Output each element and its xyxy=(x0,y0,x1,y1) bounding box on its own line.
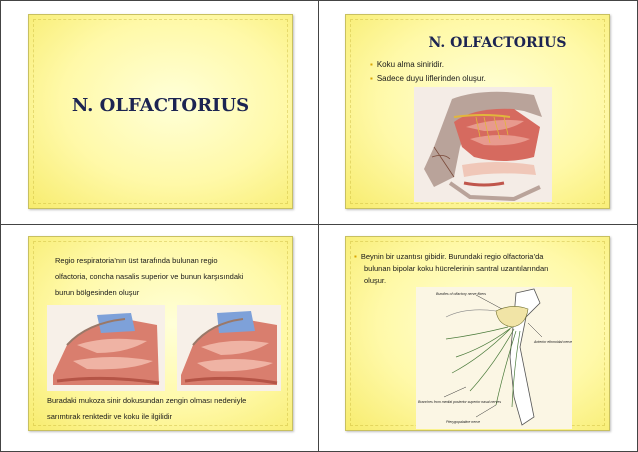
bullet-icon: ▪ xyxy=(370,74,373,83)
slide-3-line-4: Buradaki mukoza sinir dokusundan zengin olması nedeniyle xyxy=(47,396,247,405)
bullet-text: Koku alma siniridir. xyxy=(376,60,444,69)
nasal-cavity-illustration-right xyxy=(177,305,281,391)
slide-2-title: N. OLFACTORIUS xyxy=(428,35,567,51)
slide-4-bullet-line-1 xyxy=(354,251,604,263)
nasal-sagittal-illustration xyxy=(414,87,552,202)
slide-3 xyxy=(28,236,293,431)
slide-1 xyxy=(28,14,293,209)
label-anterior-ethmoidal: Anterior ethmoidal nerve xyxy=(534,340,572,344)
slide-3-line-1: Regio respiratoria’nın üst tarafında bulunan regio xyxy=(55,256,218,265)
bullet-text: Sadece duyu liflerinden oluşur. xyxy=(376,74,486,83)
nasal-cavity-illustration-left xyxy=(47,305,165,391)
bullet-icon: ▪ xyxy=(370,60,373,69)
slide-3-line-2: olfactoria, concha nasalis superior ve bunun karşısındaki xyxy=(55,272,244,281)
slide-4 xyxy=(345,236,610,431)
slide-2-bullet-1 xyxy=(370,59,444,71)
slide-1-title: N. OLFACTORIUS xyxy=(71,95,250,116)
grid-top xyxy=(0,0,638,1)
bullet-icon: ▪ xyxy=(354,252,357,261)
slide-4-bullet-line-2: bulunan bipolar koku hücrelerinin santral uzantılarından xyxy=(364,264,549,273)
grid-horizontal-divider xyxy=(0,224,638,225)
slide-4-bullet-line-3: oluşur. xyxy=(364,276,387,285)
label-pterygopalatine: Pterygopalatine nerve xyxy=(446,420,481,424)
bullet-text: Beynin bir uzantısı gibidir. Burundaki regio olfactoria’da xyxy=(360,252,544,261)
slide-3-line-5: sarımtırak renktedir ve koku ile ilgilidir xyxy=(47,412,173,421)
slide-2-bullet-2 xyxy=(370,73,486,85)
grid-left xyxy=(0,0,1,452)
slide-2 xyxy=(345,14,610,209)
slide-4-bullet xyxy=(354,251,604,287)
olfactory-nerve-illustration xyxy=(416,287,572,429)
label-bundles: Bundles of olfactory nerve fibers xyxy=(436,292,486,296)
slide-3-line-3: burun bölgesinden oluşur xyxy=(55,288,140,297)
grid-vertical-divider xyxy=(318,0,319,452)
label-branches: Branches from medial posterior superior nasal nerves xyxy=(418,400,502,404)
